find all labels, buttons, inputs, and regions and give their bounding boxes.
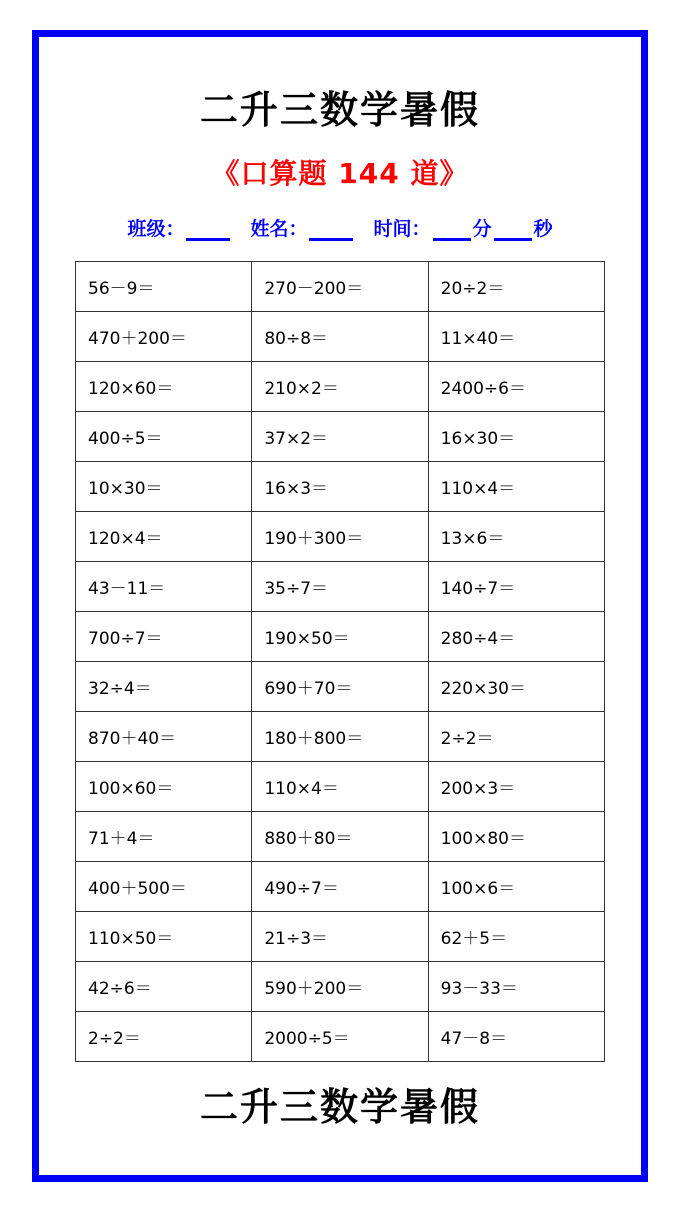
table-row (76, 862, 605, 912)
problem-cell[interactable]: 120×60＝ (76, 362, 252, 412)
problem-cell[interactable]: 100×60＝ (76, 762, 252, 812)
table-row (76, 1012, 605, 1062)
problem-cell[interactable]: 190＋300＝ (252, 512, 428, 562)
problems-grid (75, 261, 605, 1062)
table-row (76, 612, 605, 662)
problem-cell[interactable]: 280÷4＝ (428, 612, 604, 662)
name-field (250, 214, 355, 241)
problem-cell[interactable]: 120×4＝ (76, 512, 252, 562)
name-label: 姓名： (250, 218, 308, 240)
problem-cell[interactable]: 2÷2＝ (428, 712, 604, 762)
problem-cell[interactable]: 200×3＝ (428, 762, 604, 812)
time-label: 时间： (373, 218, 431, 240)
problem-cell[interactable]: 32÷4＝ (76, 662, 252, 712)
worksheet-content (39, 37, 641, 1175)
problem-cell[interactable]: 270－200＝ (252, 262, 428, 312)
problem-cell[interactable]: 140÷7＝ (428, 562, 604, 612)
problem-cell[interactable]: 400÷5＝ (76, 412, 252, 462)
problem-cell[interactable]: 190×50＝ (252, 612, 428, 662)
problem-cell[interactable]: 110×4＝ (428, 462, 604, 512)
page-border-frame (32, 30, 648, 1182)
problem-cell[interactable]: 110×4＝ (252, 762, 428, 812)
table-row (76, 812, 605, 862)
problem-cell[interactable]: 100×6＝ (428, 862, 604, 912)
table-row (76, 912, 605, 962)
problems-table-body (76, 262, 605, 1062)
class-label: 班级： (127, 218, 185, 240)
table-row (76, 662, 605, 712)
second-unit-label: 秒 (533, 218, 553, 240)
table-row (76, 962, 605, 1012)
problem-cell[interactable]: 16×30＝ (428, 412, 604, 462)
problem-cell[interactable]: 16×3＝ (252, 462, 428, 512)
problem-cell[interactable]: 870＋40＝ (76, 712, 252, 762)
table-row (76, 362, 605, 412)
table-row (76, 512, 605, 562)
problem-cell[interactable]: 690＋70＝ (252, 662, 428, 712)
problem-cell[interactable]: 2÷2＝ (76, 1012, 252, 1062)
problem-cell[interactable]: 210×2＝ (252, 362, 428, 412)
problems-table (75, 261, 605, 1062)
problem-cell[interactable]: 71＋4＝ (76, 812, 252, 862)
problem-cell[interactable]: 180＋800＝ (252, 712, 428, 762)
problem-cell[interactable]: 2000÷5＝ (252, 1012, 428, 1062)
problem-cell[interactable]: 47－8＝ (428, 1012, 604, 1062)
problem-cell[interactable]: 42÷6＝ (76, 962, 252, 1012)
page-title: 二升三数学暑假 (199, 88, 480, 132)
class-field (127, 214, 232, 241)
problem-cell[interactable]: 80÷8＝ (252, 312, 428, 362)
table-row (76, 262, 605, 312)
problem-cell[interactable]: 20÷2＝ (428, 262, 604, 312)
page-footer-title: 二升三数学暑假 (199, 1085, 480, 1129)
page-subtitle: 《口算题 144 道》 (211, 157, 469, 190)
student-info-row (39, 214, 641, 241)
problem-cell[interactable]: 100×80＝ (428, 812, 604, 862)
table-row (76, 462, 605, 512)
time-field (373, 214, 552, 241)
table-row (76, 412, 605, 462)
class-input[interactable] (186, 220, 230, 241)
table-row (76, 312, 605, 362)
problem-cell[interactable]: 490÷7＝ (252, 862, 428, 912)
problem-cell[interactable]: 11×40＝ (428, 312, 604, 362)
problem-cell[interactable]: 2400÷6＝ (428, 362, 604, 412)
problem-cell[interactable]: 220×30＝ (428, 662, 604, 712)
table-row (76, 562, 605, 612)
problem-cell[interactable]: 590＋200＝ (252, 962, 428, 1012)
problem-cell[interactable]: 43－11＝ (76, 562, 252, 612)
problem-cell[interactable]: 62＋5＝ (428, 912, 604, 962)
problem-cell[interactable]: 56－9＝ (76, 262, 252, 312)
problem-cell[interactable]: 400＋500＝ (76, 862, 252, 912)
problem-cell[interactable]: 35÷7＝ (252, 562, 428, 612)
problem-cell[interactable]: 470＋200＝ (76, 312, 252, 362)
table-row (76, 712, 605, 762)
minute-unit-label: 分 (472, 218, 492, 240)
minutes-input[interactable] (433, 220, 471, 241)
table-row (76, 762, 605, 812)
seconds-input[interactable] (494, 220, 532, 241)
problem-cell[interactable]: 10×30＝ (76, 462, 252, 512)
problem-cell[interactable]: 37×2＝ (252, 412, 428, 462)
name-input[interactable] (309, 220, 353, 241)
problem-cell[interactable]: 93－33＝ (428, 962, 604, 1012)
problem-cell[interactable]: 21÷3＝ (252, 912, 428, 962)
problem-cell[interactable]: 13×6＝ (428, 512, 604, 562)
problem-cell[interactable]: 110×50＝ (76, 912, 252, 962)
problem-cell[interactable]: 880＋80＝ (252, 812, 428, 862)
problem-cell[interactable]: 700÷7＝ (76, 612, 252, 662)
